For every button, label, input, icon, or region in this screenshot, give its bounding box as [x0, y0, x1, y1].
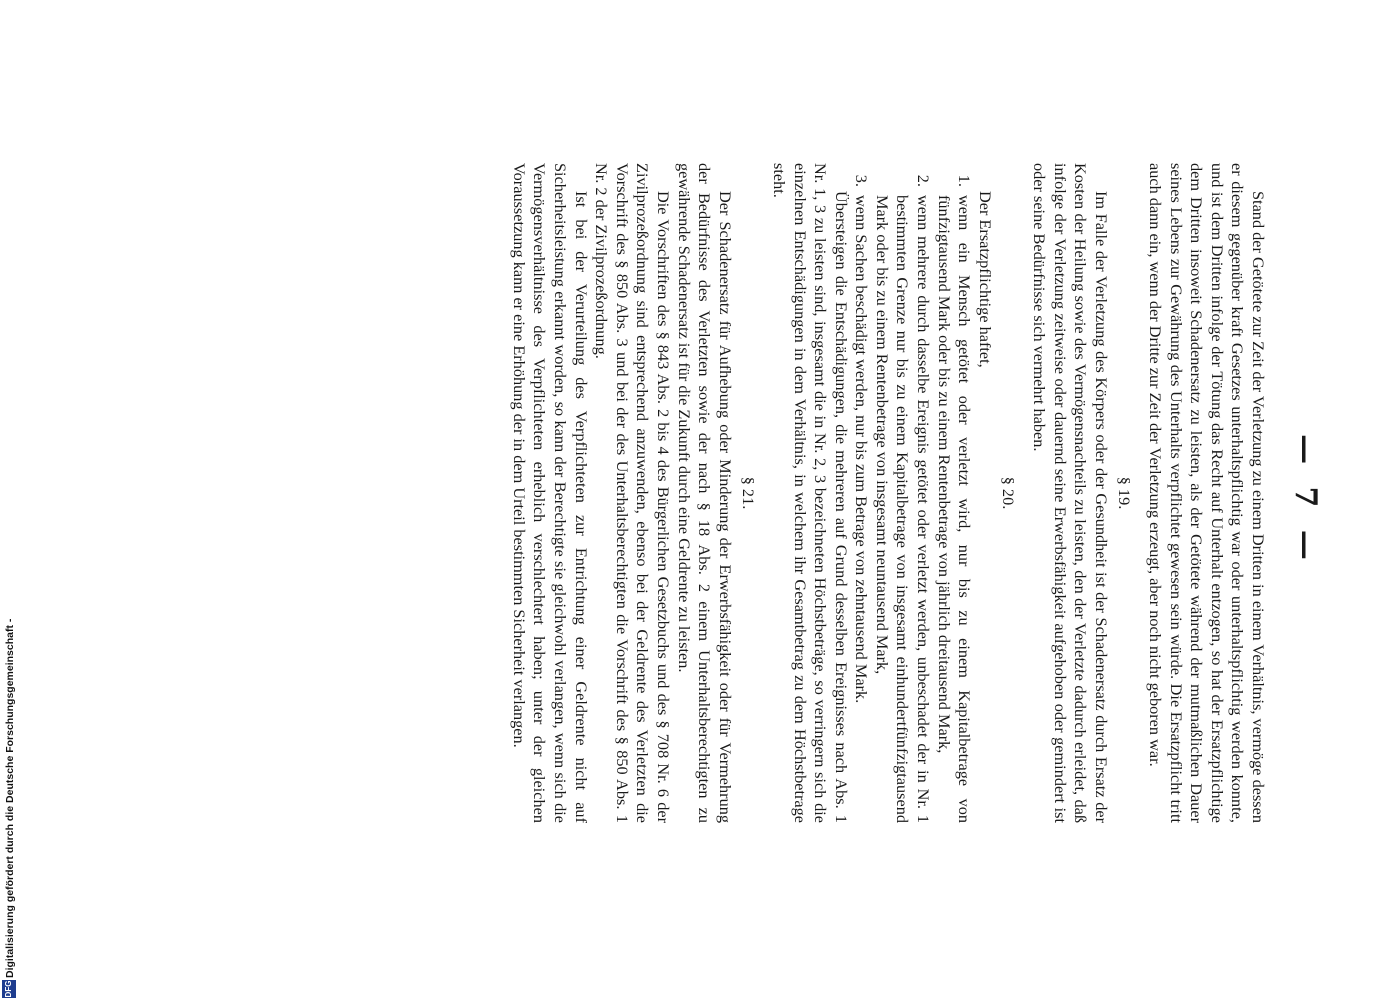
section-heading-19: § 19. [1115, 476, 1135, 510]
paragraph-s20-intro: Der Ersatzpflichtige haftet, [975, 191, 995, 368]
section-heading-20: § 20. [999, 476, 1019, 510]
credit-text: Digitalisierung gefördert durch die Deutsche Forschungsgemeinschaft - [4, 618, 16, 978]
paragraph-intro: Stand der Getötete zur Zeit der Verletzung zu einem Dritten in einem Verhältnis, vermöge dessen er diesem gegenüber kraft Gesetzes unterhaltspflichtig war oder unterhaltspflichtig werden konnte, und ist dem Dritten infolge der Tötung das Recht auf Unterhalt entzogen, so hat der Ersatzpflichtige dem Dritten insoweit Schadenersatz zu leisten, als der Getötete während der mutmaßlichen Dauer seines Lebens zur Gewährung des Unterhalts verpflichtet gewesen sein würde. Die Ersatzpflicht tritt auch dann ein, wenn der Dritte zur Zeit der Verletzung erzeugt, aber noch nicht geboren war. [1146, 163, 1268, 823]
paragraph-s21-3: Ist bei der Verurteilung des Verpflichteten zur Entrichtung einer Geldrente nicht auf Sicherheitsleistung erkannt worden, so kann der Berechtigte sie gleichwohl verlangen, wenn sich die Vermögensverhältnisse des Verpflichteten erheblich verschlechtert haben; unter der gleichen Voraussetzung kann er eine Erhöhung der in dem Urteil bestimmten Sicherheit verlangen. [509, 163, 591, 823]
paragraph-s20-outro: Übersteigen die Entschädigungen, die mehreren auf Grund desselben Ereignisses nach Abs. 1 Nr. 1, 3 zu leisten sind, insgesamt die in Nr. 2, 3 bezeichneten Höchstbeträge, so verringern sich die einzelnen Entschädigungen in dem Verhältnis, in welchem ihr Gesamtbetrag zu dem Höchstbetrage steht. [769, 163, 851, 823]
digitization-credit [0, 0, 20, 1000]
s20-list [851, 163, 975, 823]
dfg-logo-icon: DFG [2, 980, 16, 998]
page-number: — 7 — [1288, 434, 1323, 566]
page-body [508, 163, 1268, 823]
paragraph-s21-2: Die Vorschriften des § 843 Abs. 2 bis 4 des Bürgerlichen Gesetzbuchs und des § 708 Nr. 6 der Zivilprozeßordnung sind entsprechend anzuwenden, ebenso bei der Geldrente des Verletzten die Vorschrift des § 850 Abs. 3 und bei der des Unterhaltsberechtigten die Vorschrift des § 850 Abs. 1 Nr. 2 der Zivilprozeßordnung. [592, 163, 673, 823]
section-heading-21: § 21. [739, 476, 759, 510]
list-item: 2. wenn mehrere durch dasselbe Ereignis getötet oder verletzt werden, unbeschadet der in Nr. 1 bestimmten Grenze nur bis zu einem Kapitalbetrage von insgesamt einhundertfünfzigtausend Mark oder bis zu einem Rentenbetrage von insgesamt neuntausend Mark, [871, 191, 933, 823]
paragraph-s19: Im Falle der Verletzung des Körpers oder der Gesundheit ist der Schadenersatz durch Ersatz der Kosten der Heilung sowie des Vermögensnachteils zu leisten, den der Verletzte dadurch erleidet, daß infolge der Verletzung zeitweise oder dauernd seine Erwerbsfähigkeit aufgehoben oder gemindert ist oder seine Bedürfnisse sich vermehrt haben. [1030, 163, 1111, 823]
list-item: 1. wenn ein Mensch getötet oder verletzt wird, nur bis zu einem Kapitalbetrage von fünfzigtausend Mark oder bis zu einem Rentenbetrage von jährlich dreitausend Mark, [933, 191, 974, 823]
paragraph-s21-1: Der Schadenersatz für Aufhebung oder Minderung der Erwerbsfähigkeit oder für Vermehrung der Bedürfnisse des Verletzten sowie der nach § 18 Abs. 2 einem Unterhaltsberechtigten zu gewährende Schadenersatz ist für die Zukunft durch eine Geldrente zu leisten. [674, 163, 735, 823]
list-item: 3. wenn Sachen beschädigt werden, nur bis zum Betrage von zehntausend Mark. [851, 191, 872, 823]
